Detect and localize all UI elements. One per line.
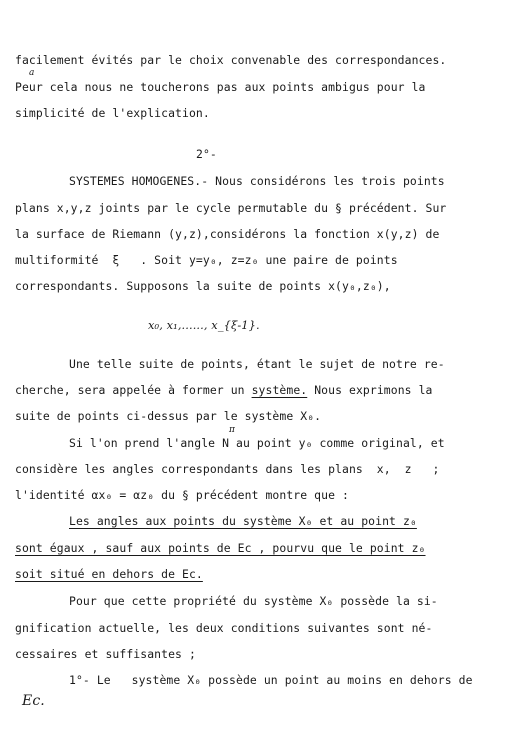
text-line-1: facilement évités par le choix convenable des correspondances. bbox=[15, 53, 447, 67]
term-systeme: système. bbox=[251, 383, 308, 397]
text-line-7: multiformité ξ . Soit y=y₀, z=z₀ une paire de points bbox=[15, 253, 398, 267]
math-sequence: x₀, x₁,......, x_{ξ-1}. bbox=[148, 318, 260, 332]
text-line-21: cessaires et suffisantes ; bbox=[15, 647, 196, 661]
text-line-2: Peur cela nous ne toucherons pas aux points ambigus pour la bbox=[15, 80, 426, 94]
text-line-23: Ec. bbox=[22, 693, 45, 709]
pi-superscript: π bbox=[229, 425, 236, 435]
text-line-6: la surface de Riemann (y,z),considérons la fonction x(y,z) de bbox=[15, 227, 440, 241]
text-line-11 bbox=[15, 383, 433, 398]
handwritten-correction: a bbox=[29, 68, 35, 78]
text-line-4: SYSTEMES HOMOGENES.- Nous considérons les trois points bbox=[69, 174, 445, 188]
text-line-10: Une telle suite de points, étant le sujet de notre re- bbox=[69, 357, 445, 371]
text-line-14: considère les angles correspondants dans les plans x, z ; bbox=[15, 462, 440, 476]
text-line-20: gnification actuelle, les deux conditions suivantes sont né- bbox=[15, 621, 433, 635]
text-line-11-c: Nous exprimons la bbox=[307, 383, 433, 397]
theorem-line-1: Les angles aux points du système X₀ et au point z₀ bbox=[69, 514, 417, 528]
text-line-12: suite de points ci-dessus par le système X₀. bbox=[15, 409, 322, 423]
text-line-11-a: cherche, sera appelée à former un bbox=[15, 383, 252, 397]
text-line-19: Pour que cette propriété du système X₀ possède la si- bbox=[69, 594, 438, 608]
text-line-3: simplicité de l'explication. bbox=[15, 106, 210, 120]
theorem-line-3: soit situé en dehors de Ec. bbox=[15, 567, 203, 581]
theorem-line-2: sont égaux , sauf aux points de Ec , pourvu que le point z₀ bbox=[15, 541, 426, 555]
text-line-5: plans x,y,z joints par le cycle permutable du § précédent. Sur bbox=[15, 201, 447, 215]
text-line-13: Si l'on prend l'angle N au point y₀ comme original, et bbox=[69, 436, 445, 450]
text-line-22: 1°- Le système X₀ possède un point au moins en dehors de bbox=[69, 673, 473, 687]
text-line-8: correspondants. Supposons la suite de points x(y₀,z₀), bbox=[15, 279, 391, 293]
text-line-15: l'identité αx₀ = αz₀ du § précédent montre que : bbox=[15, 488, 349, 502]
section-number: 2°- bbox=[196, 147, 217, 161]
